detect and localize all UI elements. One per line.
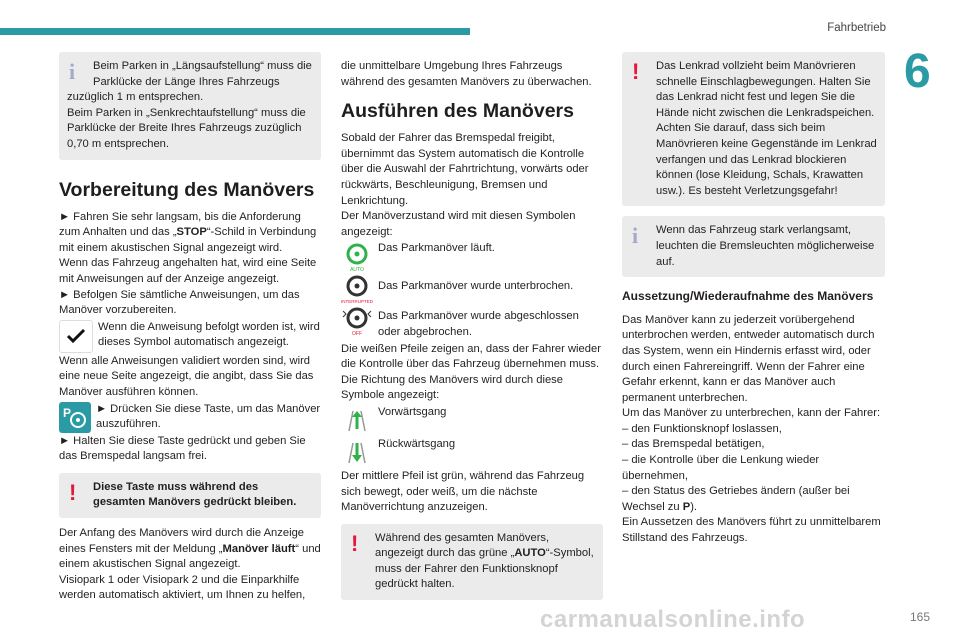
page-number: 165: [909, 610, 930, 624]
list-item: – den Funktionsknopf loslassen,: [622, 422, 782, 435]
icon-row-forward: [341, 405, 603, 436]
note-text: Wenn das Fahrzeug stark verlangsamt, leuchten die Bremsleuchten möglicherweise auf.: [656, 224, 875, 268]
paragraph: die unmittelbare Umgebung Ihres Fahrzeugs während des gesamten Manövers zu überwachen.: [341, 60, 592, 88]
paragraph: ► Drücken Sie diese Taste, um das Manöver auszuführen.: [96, 402, 321, 431]
reverse-arrow-icon: [341, 437, 373, 468]
paragraph: ► Fahren Sie sehr langsam, bis die Anforderung zum Anhalten und das „STOP“-Schild in Verbindung mit einem akustischen Signal angezeigt wird.: [59, 210, 317, 254]
info-note-brake-lights: [622, 216, 885, 277]
header-accent-bar: [0, 28, 470, 35]
note-line: zuzüglich 1 m entsprechen.: [67, 91, 204, 104]
steering-wheel-auto-icon: [341, 241, 373, 272]
checkmark-icon: [59, 320, 93, 353]
watermark: carmanualsonline.info: [540, 606, 806, 633]
icon-row-interrupted: [341, 273, 603, 304]
icon-row-reverse: [341, 437, 603, 468]
paragraph: ► Befolgen Sie sämtliche Anweisungen, um das Manöver vorzubereiten.: [59, 288, 300, 317]
column-2: [341, 52, 603, 600]
paragraph: Wenn das Fahrzeug angehalten hat, wird eine Seite mit Anweisungen auf der Anzeige angezeigt.: [59, 257, 317, 285]
note-line: Beim Parken in „Senkrechtaufstellung“ muss die: [67, 106, 306, 119]
warning-note-steering-wheel: [622, 52, 885, 206]
icon-row-park-button: [59, 402, 321, 433]
section-heading-suspension: Aussetzung/Wiederaufnahme des Manövers: [622, 289, 874, 304]
paragraph: Der mittlere Pfeil ist grün, während das Fahrzeug sich bewegt, oder weiß, um die nächste Manöverrichtung anzuzeigen.: [341, 469, 585, 514]
warning-note-auto-symbol: [341, 524, 603, 600]
chapter-number: 6: [904, 45, 931, 98]
section-heading-execution: Ausführen des Manövers: [341, 100, 574, 123]
interrupted-label: INTERRUPTED: [341, 299, 373, 305]
warning-text: Das Lenkrad vollzieht beim Manövrieren schnelle Einschlagbewegungen. Halten Sie das Lenkrad nicht fest und legen Sie die Hände nicht zwischen die Lenkradspeichen. Achten Sie darauf, dass sich beim Manövrieren keine Gegenstände im Lenkrad verfangen und das Lenkrad blockieren können (lose Kleidung, Schals, Krawatten usw.). Es besteht Verletzungsgefahr!: [656, 60, 877, 197]
warning-icon: !: [69, 479, 77, 505]
icon-row-off: [341, 305, 603, 340]
note-line: Parklücke der Länge Ihres Fahrzeugs: [93, 75, 280, 88]
warning-icon: !: [351, 530, 359, 556]
paragraph: Der Anfang des Manövers wird durch die Anzeige eines Fensters mit der Meldung „Manöver läuft“ und einem akustischen Signal angezeigt.: [59, 527, 321, 571]
icon-row-check: [59, 320, 321, 353]
note-line: Parklücke der Breite Ihres Fahrzeugs zuzüglich: [67, 122, 302, 135]
note-line: Beim Parken in „Längsaufstellung“ muss die: [93, 60, 312, 72]
list-item: – die Kontrolle über die Lenkung wieder übernehmen,: [622, 454, 820, 482]
info-note-parking-space: [59, 52, 321, 160]
warning-note-keep-pressed: [59, 473, 321, 518]
paragraph: Die Richtung des Manövers wird durch diese Symbole angezeigt:: [341, 373, 563, 402]
column-3: [622, 52, 885, 547]
steering-wheel-off-icon: [341, 305, 373, 336]
paragraph: Das Parkmanöver läuft.: [378, 242, 495, 255]
forward-arrow-icon: [341, 405, 373, 436]
warning-icon: !: [632, 59, 640, 84]
list-item: – das Bremspedal betätigen,: [622, 438, 765, 451]
section-heading-preparation: Vorbereitung des Manövers: [59, 178, 315, 201]
note-line: 0,70 m entsprechen.: [67, 137, 169, 150]
info-icon: i: [69, 59, 76, 84]
info-icon: i: [632, 223, 639, 249]
page-header-title: Fahrbetrieb: [827, 22, 886, 34]
auto-label: AUTO: [350, 267, 364, 273]
warning-text: Diese Taste muss während des gesamten Manövers gedrückt bleiben.: [93, 480, 297, 509]
list-item: – den Status des Getriebes ändern (außer bei Wechsel zu P).: [622, 485, 850, 513]
off-label: OFF: [352, 331, 362, 337]
park-assist-button-icon: [59, 402, 91, 433]
paragraph: Das Manöver kann zu jederzeit vorübergehend unterbrochen werden, entweder automatisch durch das System, wenn ein Hindernis erfasst wird, oder durch einen Fahrereingriff. Wenn der Fahrer eine Gefahr erkennt, kann er das Manöver auch permanent unterbrechen.: [622, 313, 875, 404]
column-1: [59, 52, 321, 604]
paragraph: Ein Aussetzen des Manövers führt zu unmittelbarem Stillstand des Fahrzeugs.: [622, 516, 881, 545]
paragraph: Visiopark 1 oder Visiopark 2 und die Einparkhilfe werden automatisch aktiviert, um Ihnen zu helfen,: [59, 573, 306, 602]
icon-row-auto: [341, 241, 603, 272]
paragraph: Um das Manöver zu unterbrechen, kann der Fahrer:: [622, 407, 881, 420]
paragraph: Sobald der Fahrer das Bremspedal freigibt, übernimmt das System automatisch die Kontrolle über die Auswahl der Fahrtrichtung, vorwärts oder rückwärts, Beschleunigung, Bremsen und Lenkrichtung.: [341, 132, 589, 207]
paragraph: Das Parkmanöver wurde unterbrochen.: [378, 280, 574, 293]
paragraph: Vorwärtsgang: [378, 405, 447, 418]
paragraph: Wenn alle Anweisungen validiert worden sind, wird eine neue Seite angezeigt, die angibt, dass Sie das Manöver ausführen können.: [59, 354, 314, 398]
paragraph: Der Manöverzustand wird mit diesen Symbolen angezeigt:: [341, 210, 576, 238]
steering-wheel-interrupted-icon: [341, 273, 373, 304]
paragraph: ► Halten Sie diese Taste gedrückt und geben Sie das Bremspedal langsam frei.: [59, 434, 306, 463]
svg-text:P: P: [63, 406, 72, 420]
warning-text: Während des gesamten Manövers, angezeigt durch das grüne „AUTO“-Symbol, muss der Fahrer den Funktionsknopf gedrückt halten.: [375, 531, 594, 591]
paragraph: Wenn die Anweisung befolgt worden ist, wird dieses Symbol automatisch angezeigt.: [98, 320, 320, 349]
paragraph: Das Parkmanöver wurde abgeschlossen oder abgebrochen.: [378, 310, 579, 338]
paragraph: Rückwärtsgang: [378, 437, 456, 450]
paragraph: Die weißen Pfeile zeigen an, dass der Fahrer wieder die Kontrolle über das Fahrzeug übernehmen muss.: [341, 342, 601, 371]
